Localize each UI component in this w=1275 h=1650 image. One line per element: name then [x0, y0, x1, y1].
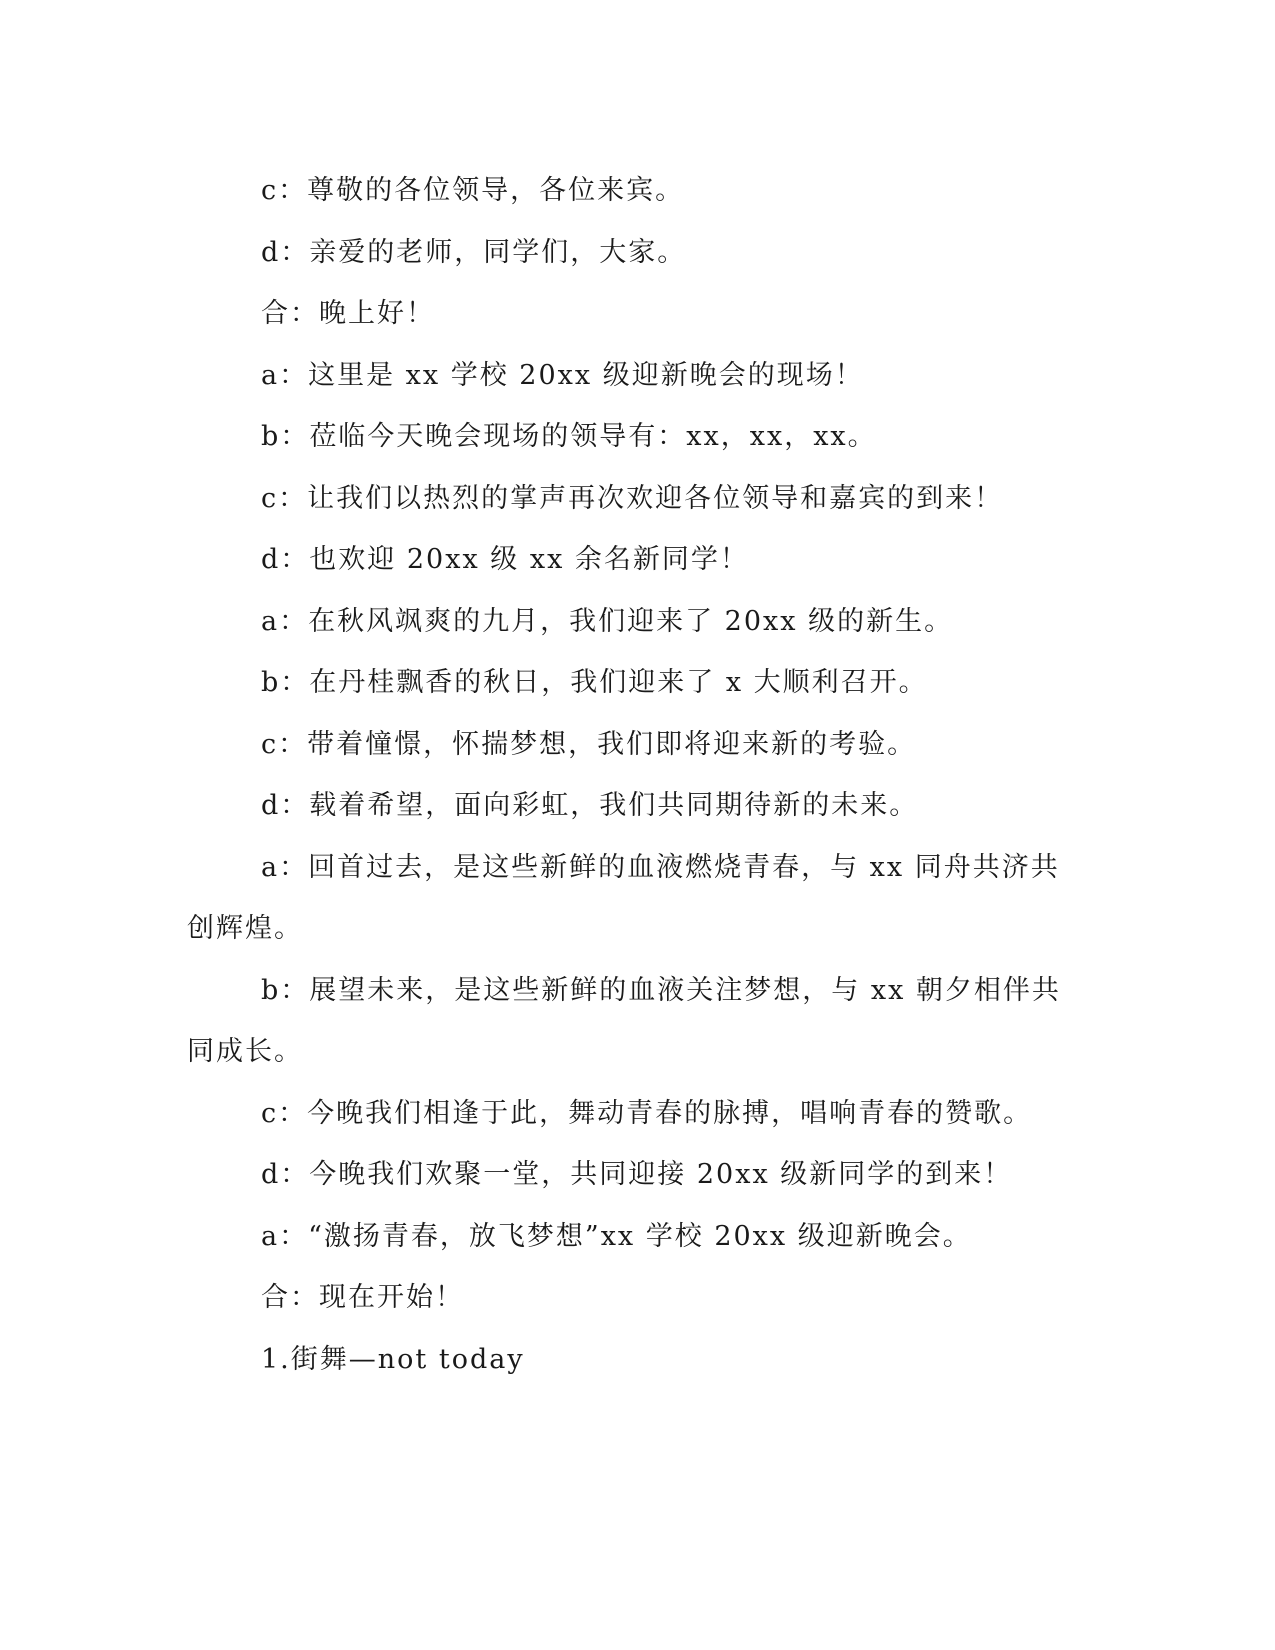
paragraph: a：“激扬青春，放飞梦想”xx 学校 20xx 级迎新晚会。	[261, 1220, 972, 1252]
paragraph: a：回首过去，是这些新鲜的血液燃烧青春，与 xx 同舟共济共创辉煌。	[187, 851, 1060, 944]
paragraph: 1.街舞—not today	[261, 1343, 525, 1375]
document-body	[187, 160, 1067, 1390]
paragraph: c：让我们以热烈的掌声再次欢迎各位领导和嘉宾的到来！	[261, 482, 1004, 514]
paragraph: b：在丹桂飘香的秋日，我们迎来了 x 大顺利召开。	[261, 667, 928, 698]
paragraph: d：亲爱的老师，同学们，大家。	[261, 236, 687, 268]
paragraph: d：载着希望，面向彩虹，我们共同期待新的未来。	[261, 790, 919, 821]
paragraph: c：今晚我们相逢于此，舞动青春的脉搏，唱响青春的赞歌。	[261, 1097, 1033, 1129]
paragraph: d：今晚我们欢聚一堂，共同迎接 20xx 级新同学的到来！	[261, 1159, 1013, 1190]
paragraph: d：也欢迎 20xx 级 xx 余名新同学！	[261, 544, 749, 575]
paragraph: c：尊敬的各位领导，各位来宾。	[261, 175, 685, 206]
paragraph: 合：现在开始！	[261, 1282, 464, 1313]
paragraph: c：带着憧憬，怀揣梦想，我们即将迎来新的考验。	[261, 728, 917, 760]
paragraph: a：这里是 xx 学校 20xx 级迎新晚会的现场！	[261, 359, 864, 391]
paragraph: 合：晚上好！	[261, 298, 435, 329]
paragraph: b：展望未来，是这些新鲜的血液关注梦想，与 xx 朝夕相伴共同成长。	[187, 974, 1061, 1067]
paragraph: b：莅临今天晚会现场的领导有：xx，xx，xx。	[261, 421, 877, 452]
paragraph: a：在秋风飒爽的九月，我们迎来了 20xx 级的新生。	[261, 605, 954, 637]
